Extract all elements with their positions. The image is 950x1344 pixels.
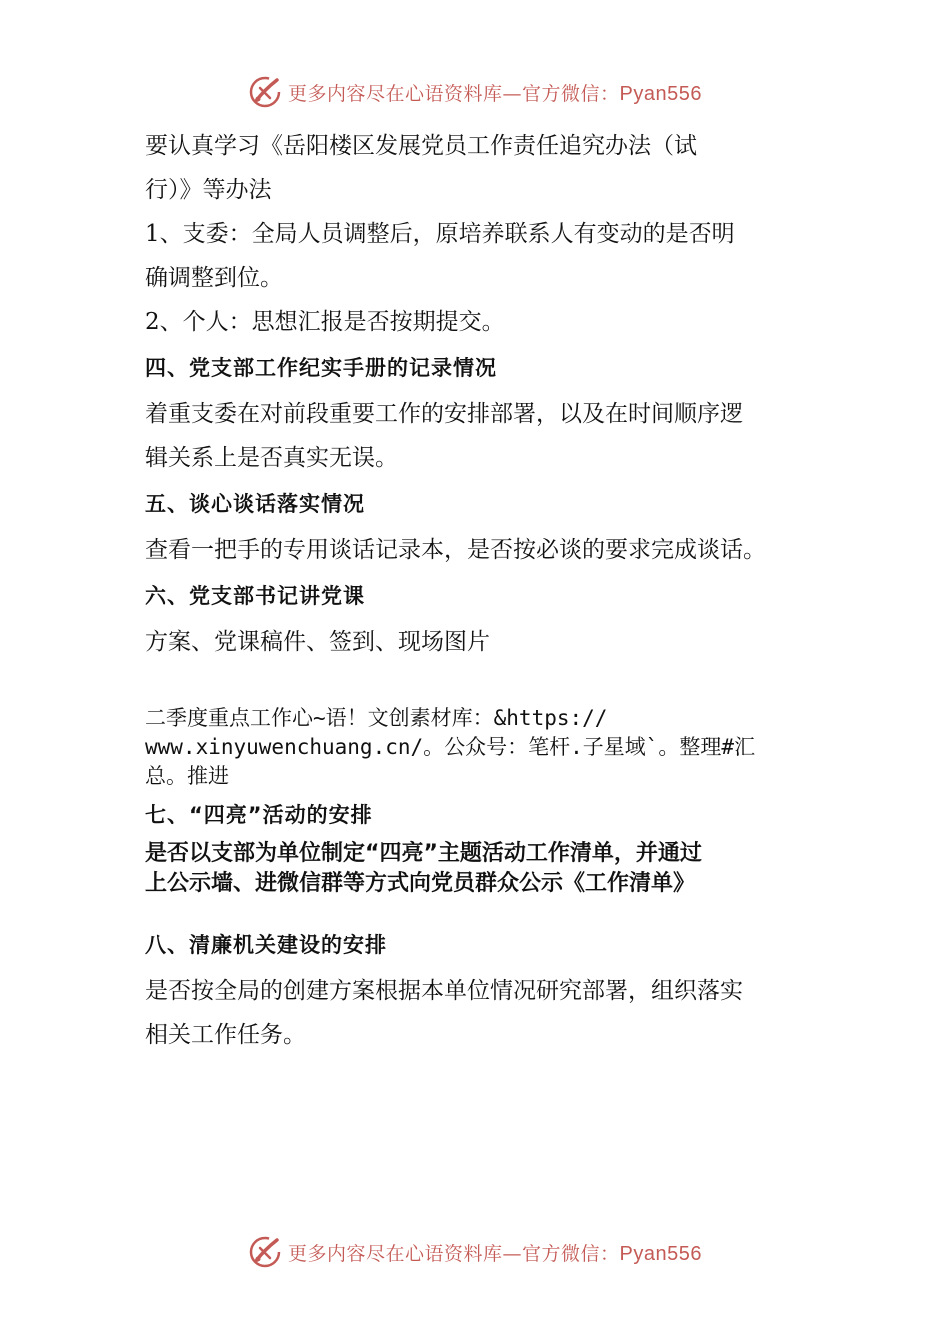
header-banner-text: [288, 79, 702, 106]
document-body: [145, 124, 835, 1057]
section-8-title: 八、清廉机关建设的安排: [145, 933, 387, 957]
watermark-line-2: www.xinyuwenchuang.cn/。公众号：笔杆.子星域`。整理#汇: [145, 735, 756, 759]
header-banner: [0, 72, 950, 112]
section-8-line-2: 相关工作任务。: [145, 1022, 306, 1048]
item-2: 2、个人：思想汇报是否按期提交。: [145, 309, 505, 335]
intro-line-1: 要认真学习《岳阳楼区发展党员工作责任追究办法（试: [145, 133, 697, 159]
header-banner-slogan: 更多内容尽在心语资料库—官方微信：: [288, 82, 620, 105]
item-1-line-2: 确调整到位。: [145, 265, 283, 291]
section-4-line-1: 着重支委在对前段重要工作的安排部署，以及在时间顺序逻: [145, 401, 743, 427]
brush-seal-logo-icon: [248, 1235, 282, 1269]
section-5-title: 五、谈心谈话落实情况: [145, 492, 365, 516]
section-8-line-1: 是否按全局的创建方案根据本单位情况研究部署，组织落实: [145, 978, 743, 1004]
item-1-line-1: 1、支委：全局人员调整后，原培养联系人有变动的是否明: [145, 221, 735, 247]
section-6-title: 六、党支部书记讲党课: [145, 584, 365, 608]
section-7-title: 七、“四亮”活动的安排: [145, 803, 373, 827]
section-7-line-1: 是否以支部为单位制定“四亮”主题活动工作清单，并通过: [145, 841, 702, 866]
footer-banner-text: [288, 1239, 702, 1266]
section-5-body: 查看一把手的专用谈话记录本，是否按必谈的要求完成谈话。: [145, 537, 766, 563]
header-banner-wechat-id: Pyan556: [619, 82, 702, 105]
intro-line-2: 行）》等办法: [145, 177, 272, 203]
footer-banner: [0, 1232, 950, 1272]
footer-banner-wechat-id: Pyan556: [619, 1242, 702, 1265]
section-6-body: 方案、党课稿件、签到、现场图片: [145, 629, 490, 655]
section-7-line-2: 上公示墙、进微信群等方式向党员群众公示《工作清单》: [145, 871, 696, 896]
brush-seal-logo-icon: [248, 75, 282, 109]
watermark-line-1: 二季度重点工作心~语！文创素材库：&https://: [145, 706, 608, 730]
section-4-title: 四、党支部工作纪实手册的记录情况: [145, 356, 497, 380]
footer-banner-slogan: 更多内容尽在心语资料库—官方微信：: [288, 1242, 620, 1265]
section-4-line-2: 辑关系上是否真实无误。: [145, 445, 398, 471]
watermark-line-3: 总。推进: [145, 764, 229, 788]
